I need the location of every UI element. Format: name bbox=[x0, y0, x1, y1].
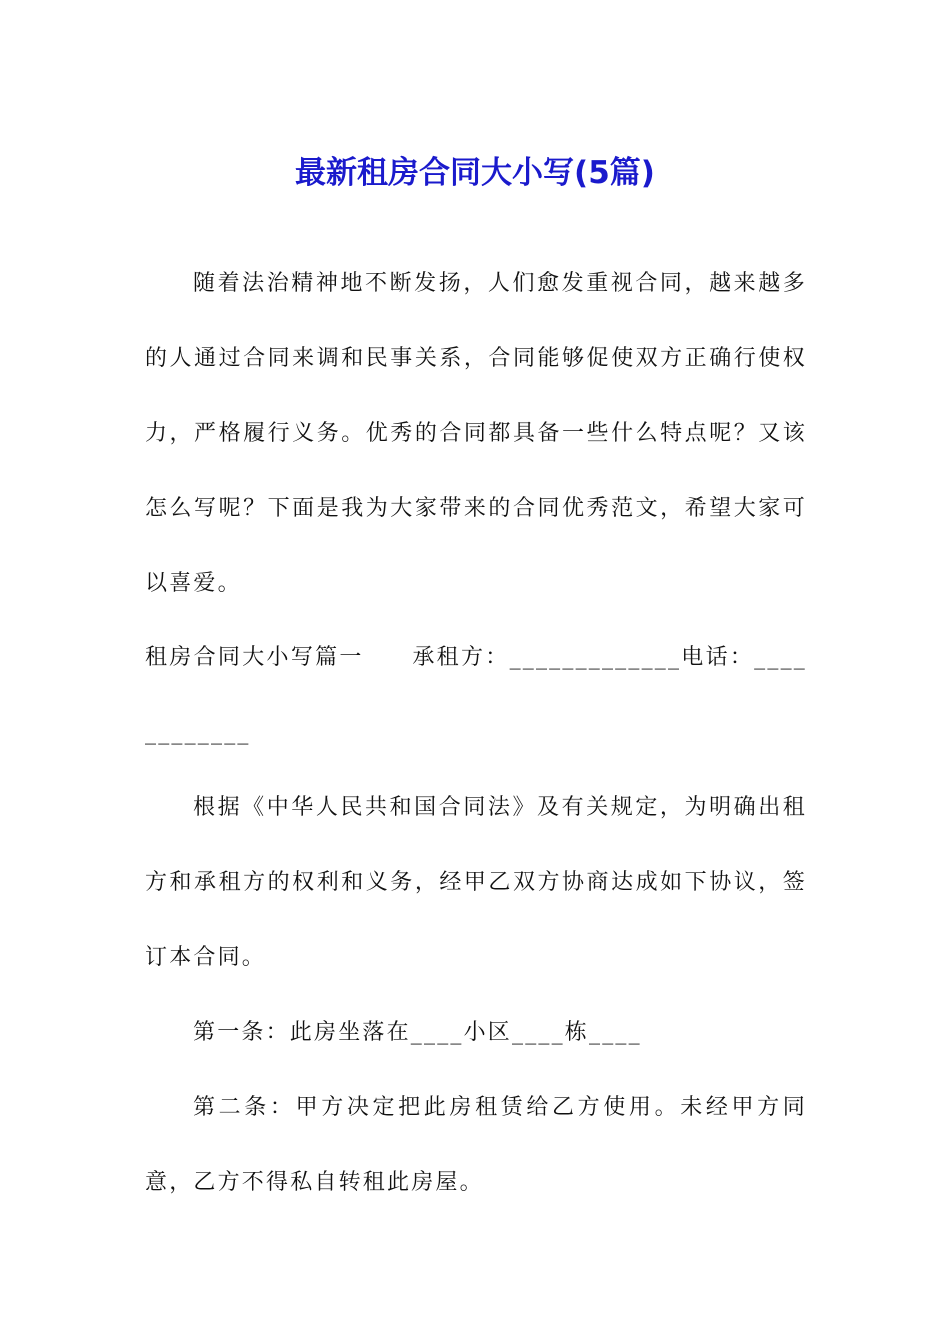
document-title: 最新租房合同大小写(5篇) bbox=[295, 154, 655, 191]
intro-paragraph: 随着法治精神地不断发扬，人们愈发重视合同，越来越多的人通过合同来调和民事关系，合同能够促使双方正确行使权力，严格履行义务。优秀的合同都具备一些什么特点呢？又该怎么写呢？下面是我为大家带来的合同优秀范文，希望大家可以喜爱。 bbox=[145, 271, 807, 596]
legal-basis-paragraph: 根据《中华人民共和国合同法》及有关规定，为明确出租方和承租方的权利和义务，经甲乙双方协商达成如下协议，签订本合同。 bbox=[145, 795, 807, 970]
article-one-paragraph: 第一条：此房坐落在____小区____栋____ bbox=[193, 1020, 642, 1045]
article-two-paragraph: 第二条：甲方决定把此房租赁给乙方使用。未经甲方同意，乙方不得私自转租此房屋。 bbox=[145, 1095, 807, 1195]
section-heading-paragraph: 租房合同大小写篇一 承租方：_____________电话：____________ bbox=[145, 645, 807, 745]
